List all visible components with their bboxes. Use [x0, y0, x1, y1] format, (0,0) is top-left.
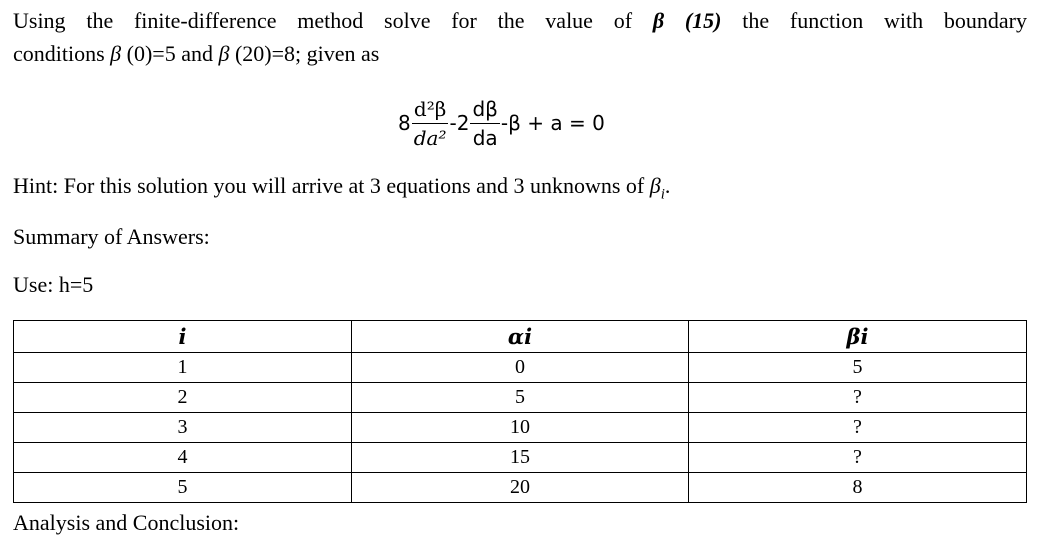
use-label: Use: h=5 — [13, 272, 94, 297]
eq-coef-8: 8 — [398, 111, 411, 135]
table-row — [14, 383, 1027, 413]
header-i: i — [14, 321, 352, 353]
hint-subscript: i — [660, 186, 665, 203]
hint-text: Hint: For this solution you will arrive at 3 equations and 3 unknowns of — [13, 173, 650, 198]
table-header-row — [14, 321, 1027, 353]
analysis-label: Analysis and Conclusion: — [13, 510, 240, 535]
cell-alpha: 20 — [352, 473, 689, 503]
cell-beta: ? — [689, 383, 1027, 413]
eq-frac1-numerator: d²β — [412, 97, 448, 124]
cell-i: 1 — [14, 353, 352, 383]
eq-first-derivative — [470, 97, 499, 150]
cell-i: 4 — [14, 443, 352, 473]
eq-op-minus-2: -2 — [449, 111, 470, 135]
table-row — [14, 473, 1027, 503]
hint-beta: β — [649, 173, 661, 198]
table-row — [14, 353, 1027, 383]
header-alpha: αi — [352, 321, 689, 353]
cell-alpha: 15 — [352, 443, 689, 473]
eq-frac2-denominator: da — [472, 125, 498, 150]
cell-i: 2 — [14, 383, 352, 413]
table-row — [14, 443, 1027, 473]
problem-line-2 — [13, 41, 379, 67]
hint-period: . — [664, 173, 671, 198]
header-beta: βi — [689, 321, 1027, 353]
cell-beta: 5 — [689, 353, 1027, 383]
cell-alpha: 5 — [352, 383, 689, 413]
eq-second-derivative — [412, 97, 449, 150]
hint-line — [13, 173, 670, 203]
problem-text-3: conditions — [13, 41, 111, 66]
problem-text-2: the function with boundary — [721, 8, 1027, 33]
beta-20-symbol: β — [218, 41, 230, 66]
eq-frac1-denominator: da² — [413, 125, 447, 150]
eq-frac2-numerator: dβ — [470, 97, 499, 124]
problem-text-4: (0)=5 and — [121, 41, 219, 66]
answers-table — [13, 320, 1027, 503]
problem-text-1: Using the finite-difference method solve for the value of — [13, 8, 653, 33]
differential-equation — [398, 91, 605, 155]
problem-line-1 — [13, 8, 1027, 34]
cell-beta: ? — [689, 443, 1027, 473]
beta-15-symbol: β (15) — [652, 8, 722, 33]
cell-beta: ? — [689, 413, 1027, 443]
summary-label: Summary of Answers: — [13, 224, 210, 249]
cell-alpha: 0 — [352, 353, 689, 383]
problem-text-5: (20)=8; given as — [229, 41, 380, 66]
cell-beta: 8 — [689, 473, 1027, 503]
cell-alpha: 10 — [352, 413, 689, 443]
beta-0-symbol: β — [110, 41, 122, 66]
cell-i: 5 — [14, 473, 352, 503]
table-row — [14, 413, 1027, 443]
eq-remainder: -β + a = 0 — [500, 111, 605, 135]
cell-i: 3 — [14, 413, 352, 443]
